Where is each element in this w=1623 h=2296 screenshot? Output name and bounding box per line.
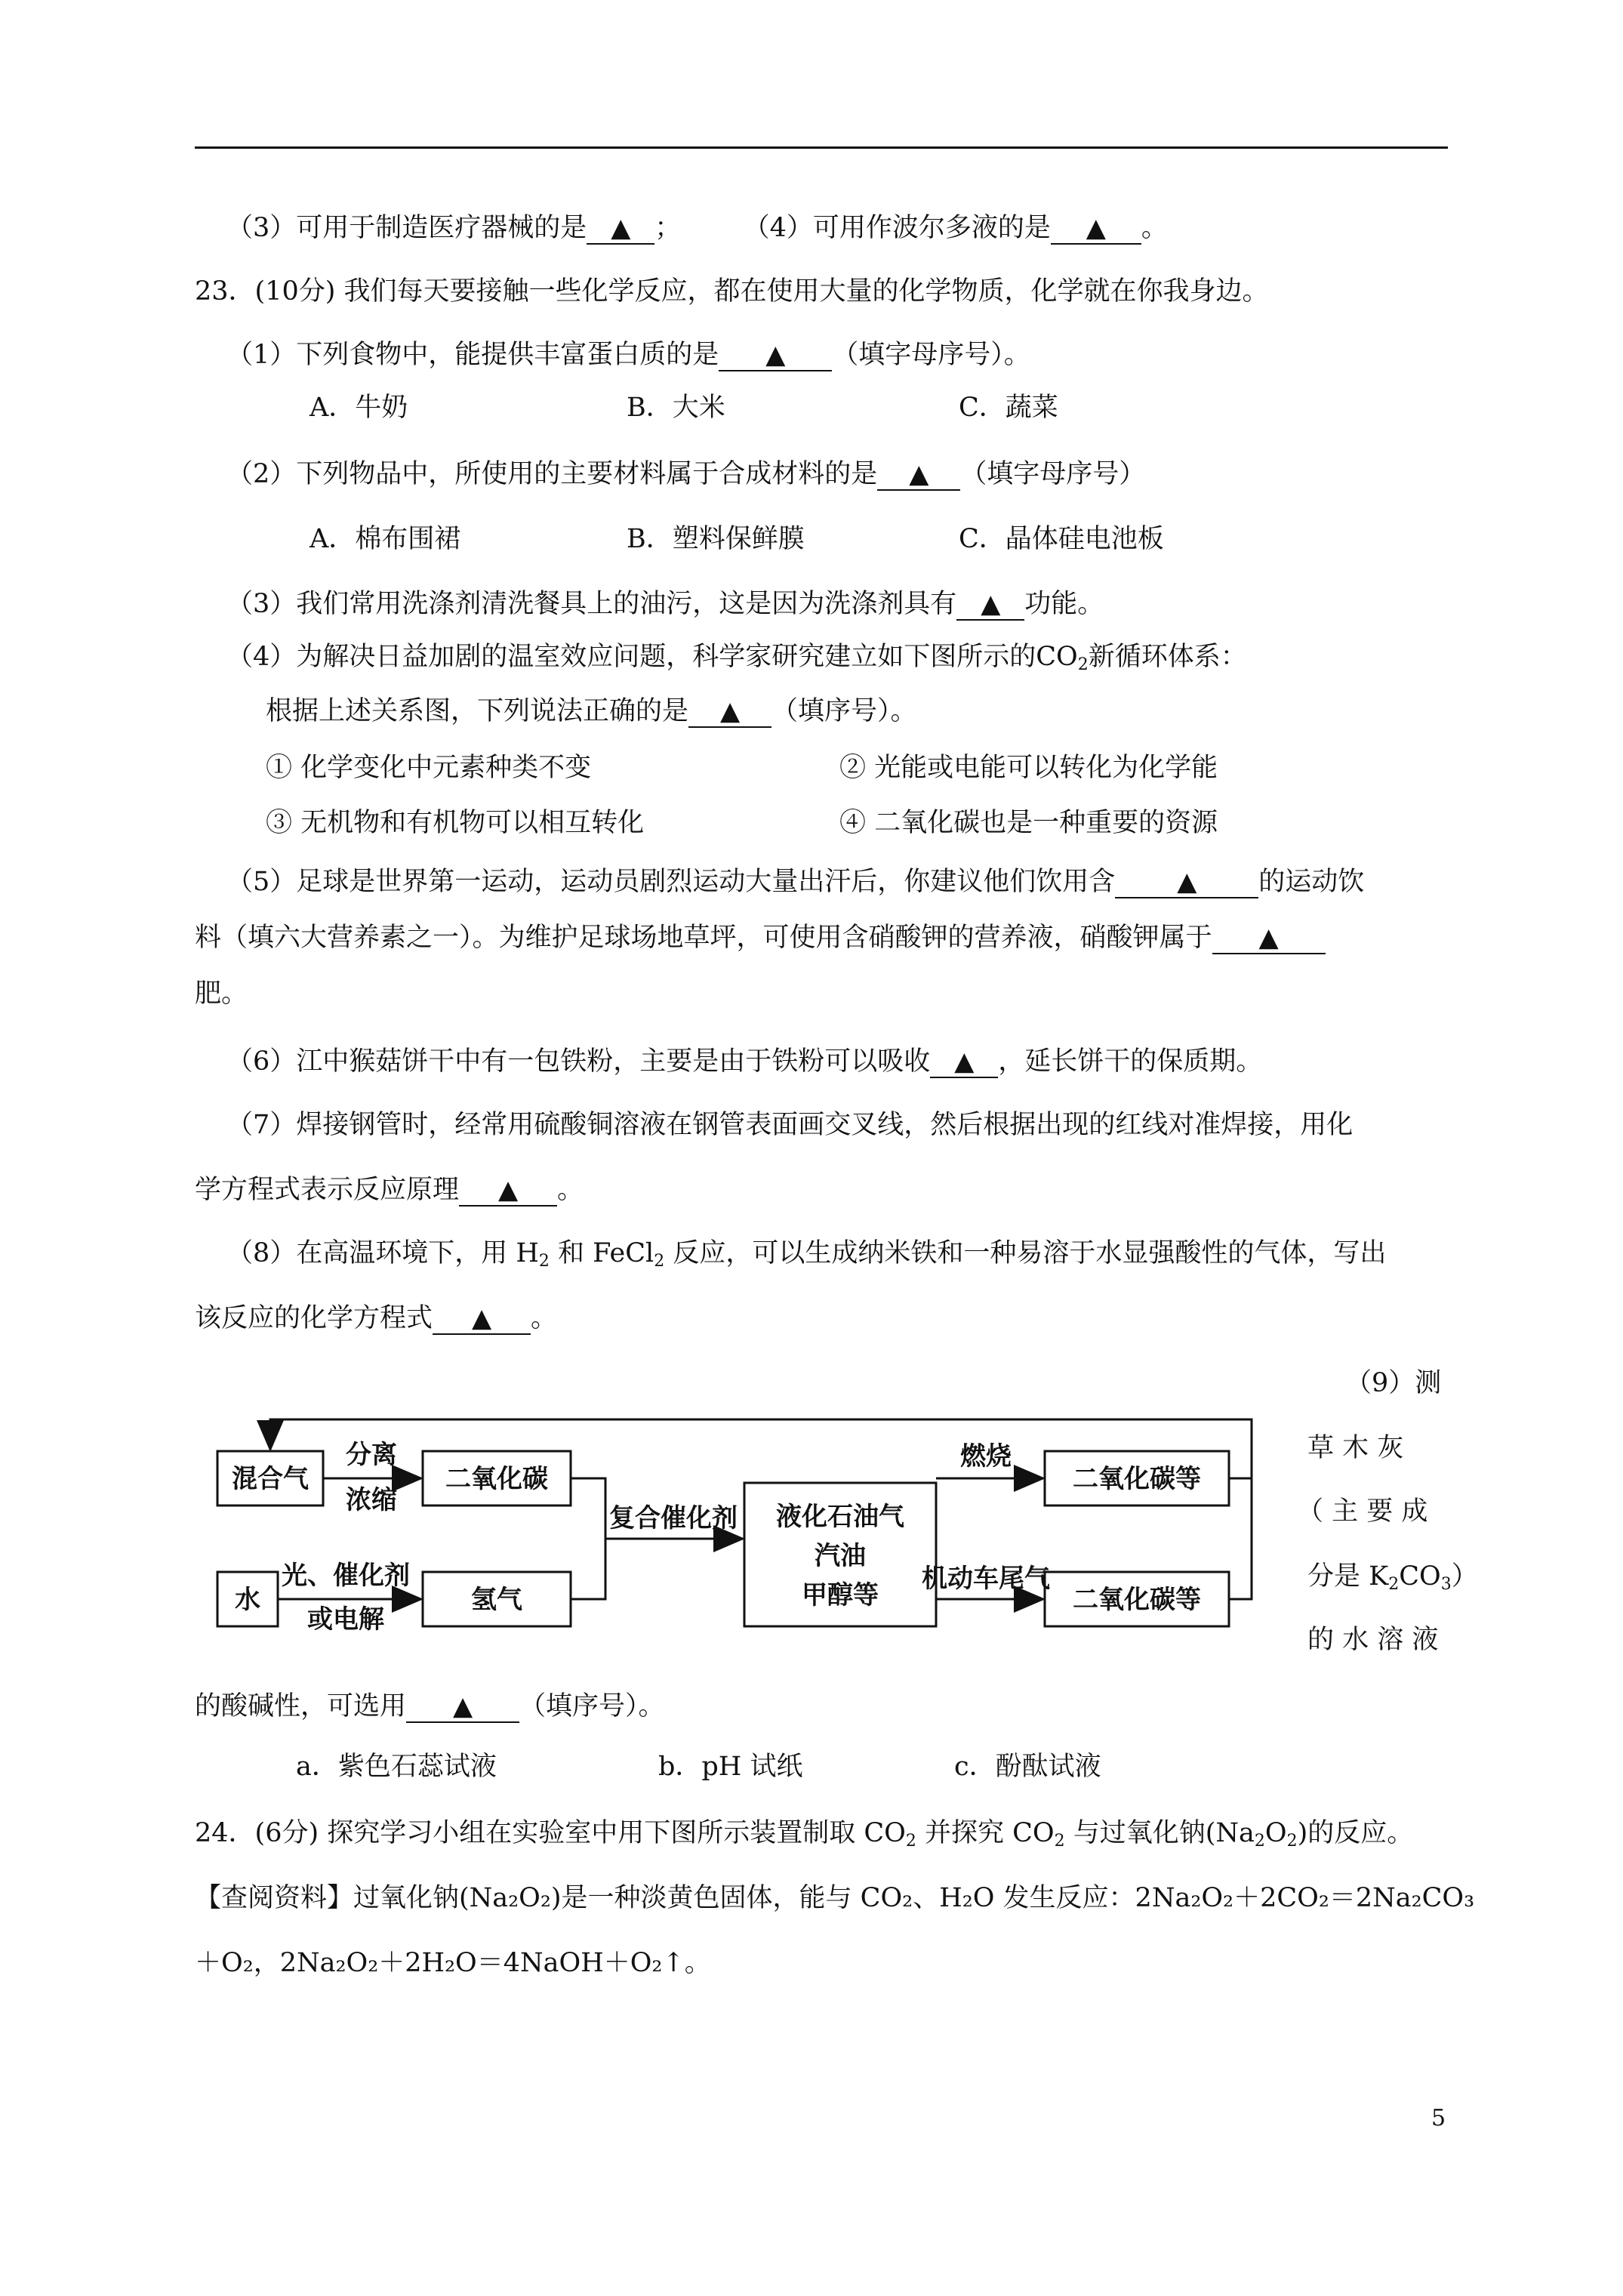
q23-sub6: （6）江中猴菇饼干中有一包铁粉，主要是由于铁粉可以吸收 ▲ ，延长饼干的保质期。 xyxy=(226,1046,1263,1077)
q23-sub1: （1）下列食物中，能提供丰富蛋白质的是 ▲ （填字母序号）。 xyxy=(226,340,1030,370)
option-c: c．酚酞试液 xyxy=(954,1752,1101,1782)
q23-sub7-cont: 学方程式表示反应原理 ▲ 。 xyxy=(195,1175,584,1205)
answer-blank[interactable]: ▲ xyxy=(930,1046,998,1078)
co2-etc-label-2: 二氧化碳等 xyxy=(1073,1585,1201,1615)
answer-blank[interactable]: ▲ xyxy=(1212,923,1326,954)
q23-sub7: （7）焊接钢管时，经常用硫酸铜溶液在钢管表面画交叉线，然后根据出现的红线对准焊接，用化 xyxy=(226,1110,1354,1140)
q23-sub3: （3）我们常用洗涤剂清洗餐具上的油污，这是因为洗涤剂具有 ▲ 功能。 xyxy=(226,589,1104,619)
q23-sub2-options xyxy=(310,521,1164,557)
concentrate-label: 浓缩 xyxy=(346,1485,397,1515)
option-c: C．蔬菜 xyxy=(959,393,1058,423)
light-catalyst-label: 光、催化剂 xyxy=(282,1561,410,1591)
option-c: C．晶体硅电池板 xyxy=(959,524,1164,554)
q24-info-line-1: 【查阅资料】过氧化钠(Na₂O₂)是一种淡黄色固体，能与 CO₂、H₂O 发生反应：2Na₂O₂＋2CO₂＝2Na₂CO₃ xyxy=(195,1883,1475,1913)
product-1: 液化石油气 xyxy=(776,1502,904,1532)
option-2: ② 光能或电能可以转化为化学能 xyxy=(839,753,1218,783)
q23-sub4: （4）为解决日益加剧的温室效应问题，科学家研究建立如下图所示的$CO_2$新循环体系： xyxy=(226,642,1247,674)
answer-blank[interactable]: ▲ xyxy=(587,213,654,245)
q23-sub5-cont: 料（填六大营养素之一）。为维护足球场地草坪，可使用含硝酸钾的营养液，硝酸钾属于 ▲ xyxy=(195,920,1326,956)
q23-sub9-side-1: （9）测 xyxy=(1345,1368,1442,1398)
q22-line: （3）可用于制造医疗器械的是 ▲ ； （4）可用作波尔多液的是 ▲ 。 xyxy=(226,213,1168,243)
q23-sub8: （8）在高温环境下，用 $H_2$ 和 FeCl$_2$ 反应，可以生成纳米铁和一种易溶于水显强酸性的气体，写出 xyxy=(226,1238,1387,1271)
h2-label: 氢气 xyxy=(471,1585,522,1615)
burn-label: 燃烧 xyxy=(960,1441,1012,1472)
q23-sub2: （2）下列物品中，所使用的主要材料属于合成材料的是 ▲ （填字母序号） xyxy=(226,459,1146,489)
answer-blank[interactable]: ▲ xyxy=(719,340,832,371)
option-3: ③ 无机物和有机物可以相互转化 xyxy=(266,808,645,838)
option-a: a．紫色石蕊试液 xyxy=(296,1752,497,1782)
q23-sub4-options-row1 xyxy=(266,750,1218,786)
option-b: B．大米 xyxy=(627,393,725,423)
q23-sub1-options xyxy=(310,390,1058,426)
q23-sub9-options xyxy=(296,1749,1101,1785)
co2-cycle-diagram xyxy=(204,1404,1276,1653)
answer-blank[interactable]: ▲ xyxy=(406,1691,519,1723)
answer-blank[interactable]: ▲ xyxy=(459,1175,557,1207)
q24-info-line-2: ＋O₂，2Na₂O₂＋2H₂O＝4NaOH＋O₂↑。 xyxy=(195,1948,711,1978)
separate-label: 分离 xyxy=(346,1440,397,1470)
answer-blank[interactable]: ▲ xyxy=(1115,867,1258,898)
q23-sub9-side-3: （ 主 要 成 xyxy=(1297,1496,1428,1527)
catalyst-label: 复合催化剂 xyxy=(609,1503,738,1533)
option-4: ④ 二氧化碳也是一种重要的资源 xyxy=(839,808,1218,838)
water-label: 水 xyxy=(235,1585,260,1615)
q23-sub9-side-5: 的 水 溶 液 xyxy=(1307,1625,1439,1655)
header-rule xyxy=(195,146,1448,149)
q23-sub9-tail: 的酸碱性，可选用 ▲ （填序号）。 xyxy=(195,1691,665,1721)
q23-sub9-side-4: 分是 $K_2CO_3$） xyxy=(1307,1561,1478,1594)
page-number: 5 xyxy=(1431,2105,1446,2131)
answer-blank[interactable]: ▲ xyxy=(956,589,1024,621)
q23-sub8-cont: 该反应的化学方程式 ▲ 。 xyxy=(195,1303,558,1333)
electrolysis-label: 或电解 xyxy=(307,1604,384,1635)
product-3: 甲醇等 xyxy=(802,1580,879,1610)
q23-sub9-side-2: 草 木 灰 xyxy=(1307,1433,1404,1463)
co2-etc-label-1: 二氧化碳等 xyxy=(1073,1464,1201,1494)
q24-heading: 24．(6分) 探究学习小组在实验室中用下图所示装置制取 $CO_2$ 并探究 $CO_2$ 与过氧化钠$(Na_2O_2)$的反应。 xyxy=(195,1818,1414,1851)
answer-blank[interactable]: ▲ xyxy=(1051,213,1141,245)
option-a: A．牛奶 xyxy=(310,393,408,423)
option-a: A．棉布围裙 xyxy=(310,524,461,554)
co2-label: 二氧化碳 xyxy=(445,1464,548,1494)
q23-sub5: （5）足球是世界第一运动，运动员剧烈运动大量出汗后，你建议他们饮用含 ▲ 的运动饮 xyxy=(226,867,1365,897)
option-b: b．pH 试纸 xyxy=(658,1752,803,1782)
answer-blank[interactable]: ▲ xyxy=(877,459,960,491)
q23-sub4-options-row2 xyxy=(266,805,1218,841)
product-2: 汽油 xyxy=(815,1541,866,1571)
answer-blank[interactable]: ▲ xyxy=(688,696,771,728)
option-1: ① 化学变化中元素种类不变 xyxy=(266,753,592,783)
q23-sub5-end: 肥。 xyxy=(195,978,248,1009)
option-b: B．塑料保鲜膜 xyxy=(627,524,805,554)
q23-sub4-question: 根据上述关系图，下列说法正确的是 ▲ （填序号）。 xyxy=(266,696,917,726)
exhaust-label: 机动车尾气 xyxy=(922,1564,1050,1594)
mixed-gas-label: 混合气 xyxy=(232,1464,309,1494)
q23-heading: 23．(10分) 我们每天要接触一些化学反应，都在使用大量的化学物质，化学就在你我身边。 xyxy=(195,276,1269,307)
answer-blank[interactable]: ▲ xyxy=(433,1303,531,1335)
